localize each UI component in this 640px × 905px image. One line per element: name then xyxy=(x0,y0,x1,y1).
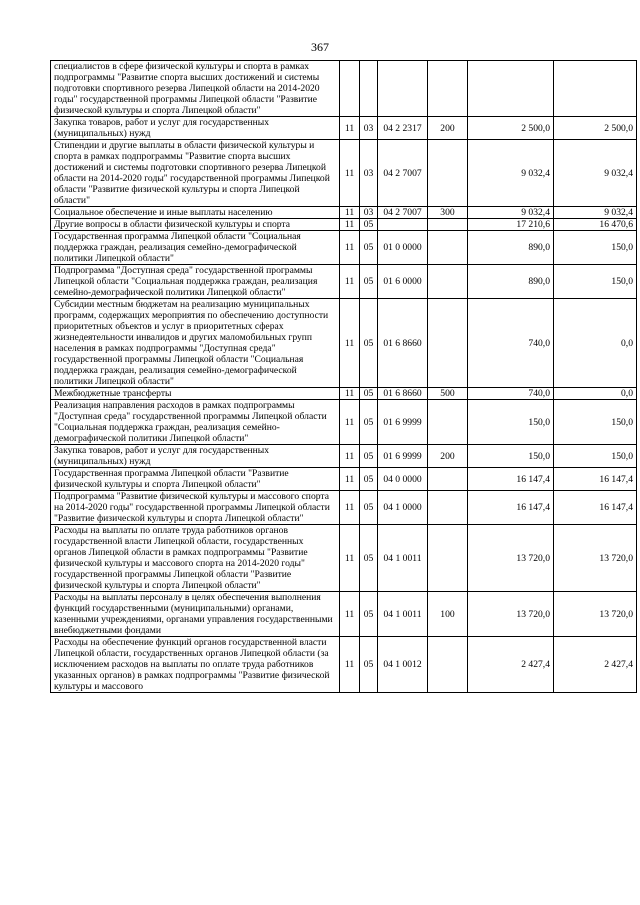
subsection-code: 05 xyxy=(360,525,378,592)
expense-type-code: 500 xyxy=(428,388,468,400)
target-article-code xyxy=(378,219,428,231)
amount-year-1: 13 720,0 xyxy=(468,592,554,637)
expense-type-code xyxy=(428,61,468,117)
target-article-code: 04 1 0000 xyxy=(378,491,428,525)
section-code: 11 xyxy=(340,592,360,637)
item-name: Подпрограмма "Доступная среда" государственной программы Липецкой области "Социальная поддержка граждан, реализация семейно-демографической политики Липецкой области" xyxy=(51,265,340,299)
table-row xyxy=(51,637,637,693)
amount-year-2: 2 427,4 xyxy=(554,637,637,693)
expense-type-code xyxy=(428,637,468,693)
amount-year-2: 150,0 xyxy=(554,265,637,299)
item-name: Расходы на обеспечение функций органов государственной власти Липецкой области, государственных органов Липецкой области (за исключением расходов на выплаты по оплате труда работников указанных органов) в рамках подпрограммы "Развитие физической культуры и массового xyxy=(51,637,340,693)
target-article-code: 04 0 0000 xyxy=(378,468,428,491)
section-code: 11 xyxy=(340,637,360,693)
expense-type-code: 100 xyxy=(428,592,468,637)
item-name: Расходы на выплаты по оплате труда работников органов государственной власти Липецкой области, государственных органов Липецкой области в рамках подпрограммы "Развитие физической культуры и массового спорта на 2014-2020 годы" государственной программы Липецкой области "Развитие физической культуры и спорта Липецкой области" xyxy=(51,525,340,592)
item-name: Реализация направления расходов в рамках подпрограммы "Доступная среда" государственной программы Липецкой области "Социальная поддержка граждан, реализация семейно-демографической политики Липецкой области" xyxy=(51,400,340,445)
item-name: Закупка товаров, работ и услуг для государственных (муниципальных) нужд xyxy=(51,445,340,468)
expense-type-code xyxy=(428,219,468,231)
item-name: Социальное обеспечение и иные выплаты населению xyxy=(51,207,340,219)
subsection-code: 05 xyxy=(360,388,378,400)
amount-year-1: 17 210,6 xyxy=(468,219,554,231)
item-name: Расходы на выплаты персоналу в целях обеспечения выполнения функций государственными (муниципальными) органами, казенными учреждениями, органами управления государственными внебюджетными фондами xyxy=(51,592,340,637)
item-name: Межбюджетные трансферты xyxy=(51,388,340,400)
subsection-code: 03 xyxy=(360,207,378,219)
table-row xyxy=(51,525,637,592)
subsection-code: 03 xyxy=(360,117,378,140)
subsection-code: 05 xyxy=(360,219,378,231)
expense-type-code xyxy=(428,265,468,299)
budget-table xyxy=(50,60,637,693)
table-row xyxy=(51,265,637,299)
table-row xyxy=(51,445,637,468)
table-row xyxy=(51,61,637,117)
subsection-code: 05 xyxy=(360,491,378,525)
section-code: 11 xyxy=(340,265,360,299)
amount-year-1: 150,0 xyxy=(468,445,554,468)
section-code: 11 xyxy=(340,468,360,491)
amount-year-1: 2 500,0 xyxy=(468,117,554,140)
amount-year-1: 890,0 xyxy=(468,231,554,265)
target-article-code: 01 6 9999 xyxy=(378,400,428,445)
amount-year-2: 2 500,0 xyxy=(554,117,637,140)
amount-year-1: 13 720,0 xyxy=(468,525,554,592)
table-row xyxy=(51,592,637,637)
section-code: 11 xyxy=(340,525,360,592)
amount-year-1: 890,0 xyxy=(468,265,554,299)
amount-year-2: 9 032,4 xyxy=(554,140,637,207)
target-article-code: 01 6 8660 xyxy=(378,299,428,388)
section-code: 11 xyxy=(340,400,360,445)
amount-year-2: 16 147,4 xyxy=(554,468,637,491)
target-article-code: 01 6 8660 xyxy=(378,388,428,400)
expense-type-code: 300 xyxy=(428,207,468,219)
section-code xyxy=(340,61,360,117)
subsection-code: 05 xyxy=(360,592,378,637)
amount-year-2: 150,0 xyxy=(554,445,637,468)
table-row xyxy=(51,491,637,525)
target-article-code: 04 1 0011 xyxy=(378,592,428,637)
table-row xyxy=(51,117,637,140)
table-row xyxy=(51,388,637,400)
subsection-code: 05 xyxy=(360,299,378,388)
target-article-code: 04 2 7007 xyxy=(378,207,428,219)
item-name: Подпрограмма "Развитие физической культуры и массового спорта на 2014-2020 годы" государственной программы Липецкой области "Развитие физической культуры и спорта Липецкой области" xyxy=(51,491,340,525)
item-name: Стипендии и другие выплаты в области физической культуры и спорта в рамках подпрограммы "Развитие спорта высших достижений и системы подготовки спортивного резерва Липецкой области на 2014-2020 годы" государственной программы Липецкой области "Развитие физической культуры и спорта Липецкой области" xyxy=(51,140,340,207)
subsection-code: 05 xyxy=(360,468,378,491)
amount-year-2: 9 032,4 xyxy=(554,207,637,219)
expense-type-code: 200 xyxy=(428,117,468,140)
amount-year-1: 740,0 xyxy=(468,388,554,400)
expense-type-code xyxy=(428,491,468,525)
target-article-code: 04 1 0011 xyxy=(378,525,428,592)
section-code: 11 xyxy=(340,388,360,400)
table-row xyxy=(51,299,637,388)
subsection-code xyxy=(360,61,378,117)
amount-year-1: 2 427,4 xyxy=(468,637,554,693)
amount-year-1: 9 032,4 xyxy=(468,207,554,219)
expense-type-code xyxy=(428,231,468,265)
table-row xyxy=(51,219,637,231)
table-row xyxy=(51,400,637,445)
table-row xyxy=(51,468,637,491)
page-number: 367 xyxy=(311,40,329,54)
amount-year-1: 16 147,4 xyxy=(468,468,554,491)
item-name: Государственная программа Липецкой области "Социальная поддержка граждан, реализация семейно-демографической политики Липецкой области" xyxy=(51,231,340,265)
target-article-code: 01 6 9999 xyxy=(378,445,428,468)
section-code: 11 xyxy=(340,140,360,207)
table-row xyxy=(51,231,637,265)
target-article-code: 04 1 0012 xyxy=(378,637,428,693)
section-code: 11 xyxy=(340,231,360,265)
amount-year-2: 0,0 xyxy=(554,388,637,400)
amount-year-1 xyxy=(468,61,554,117)
section-code: 11 xyxy=(340,445,360,468)
expense-type-code: 200 xyxy=(428,445,468,468)
amount-year-1: 16 147,4 xyxy=(468,491,554,525)
expense-type-code xyxy=(428,299,468,388)
target-article-code: 04 2 2317 xyxy=(378,117,428,140)
section-code: 11 xyxy=(340,491,360,525)
section-code: 11 xyxy=(340,219,360,231)
target-article-code xyxy=(378,61,428,117)
item-name: специалистов в сфере физической культуры и спорта в рамках подпрограммы "Развитие спорта высших достижений и системы подготовки спортивного резерва Липецкой области на 2014-2020 годы" государственной программы Липецкой области "Развитие физической культуры и спорта Липецкой области" xyxy=(51,61,340,117)
subsection-code: 05 xyxy=(360,400,378,445)
expense-type-code xyxy=(428,525,468,592)
amount-year-1: 9 032,4 xyxy=(468,140,554,207)
amount-year-2 xyxy=(554,61,637,117)
amount-year-2: 16 147,4 xyxy=(554,491,637,525)
amount-year-1: 150,0 xyxy=(468,400,554,445)
subsection-code: 05 xyxy=(360,231,378,265)
target-article-code: 01 6 0000 xyxy=(378,265,428,299)
item-name: Другие вопросы в области физической культуры и спорта xyxy=(51,219,340,231)
target-article-code: 04 2 7007 xyxy=(378,140,428,207)
amount-year-1: 740,0 xyxy=(468,299,554,388)
target-article-code: 01 0 0000 xyxy=(378,231,428,265)
subsection-code: 05 xyxy=(360,445,378,468)
amount-year-2: 150,0 xyxy=(554,231,637,265)
item-name: Закупка товаров, работ и услуг для государственных (муниципальных) нужд xyxy=(51,117,340,140)
subsection-code: 05 xyxy=(360,265,378,299)
amount-year-2: 13 720,0 xyxy=(554,525,637,592)
table-row xyxy=(51,207,637,219)
amount-year-2: 13 720,0 xyxy=(554,592,637,637)
section-code: 11 xyxy=(340,299,360,388)
table-row xyxy=(51,140,637,207)
section-code: 11 xyxy=(340,207,360,219)
subsection-code: 05 xyxy=(360,637,378,693)
expense-type-code xyxy=(428,140,468,207)
section-code: 11 xyxy=(340,117,360,140)
amount-year-2: 16 470,6 xyxy=(554,219,637,231)
expense-type-code xyxy=(428,400,468,445)
amount-year-2: 150,0 xyxy=(554,400,637,445)
subsection-code: 03 xyxy=(360,140,378,207)
expense-type-code xyxy=(428,468,468,491)
table-body xyxy=(51,61,637,693)
item-name: Субсидии местным бюджетам на реализацию муниципальных программ, содержащих мероприятия по обеспечению доступности приоритетных объектов и услуг в приоритетных сферах жизнедеятельности инвалидов и других маломобильных групп населения в рамках подпрограммы "Доступная среда" государственной программы Липецкой области "Социальная поддержка граждан, реализация семейно-демографической политики Липецкой области" xyxy=(51,299,340,388)
item-name: Государственная программа Липецкой области "Развитие физической культуры и спорта Липецкой области" xyxy=(51,468,340,491)
amount-year-2: 0,0 xyxy=(554,299,637,388)
